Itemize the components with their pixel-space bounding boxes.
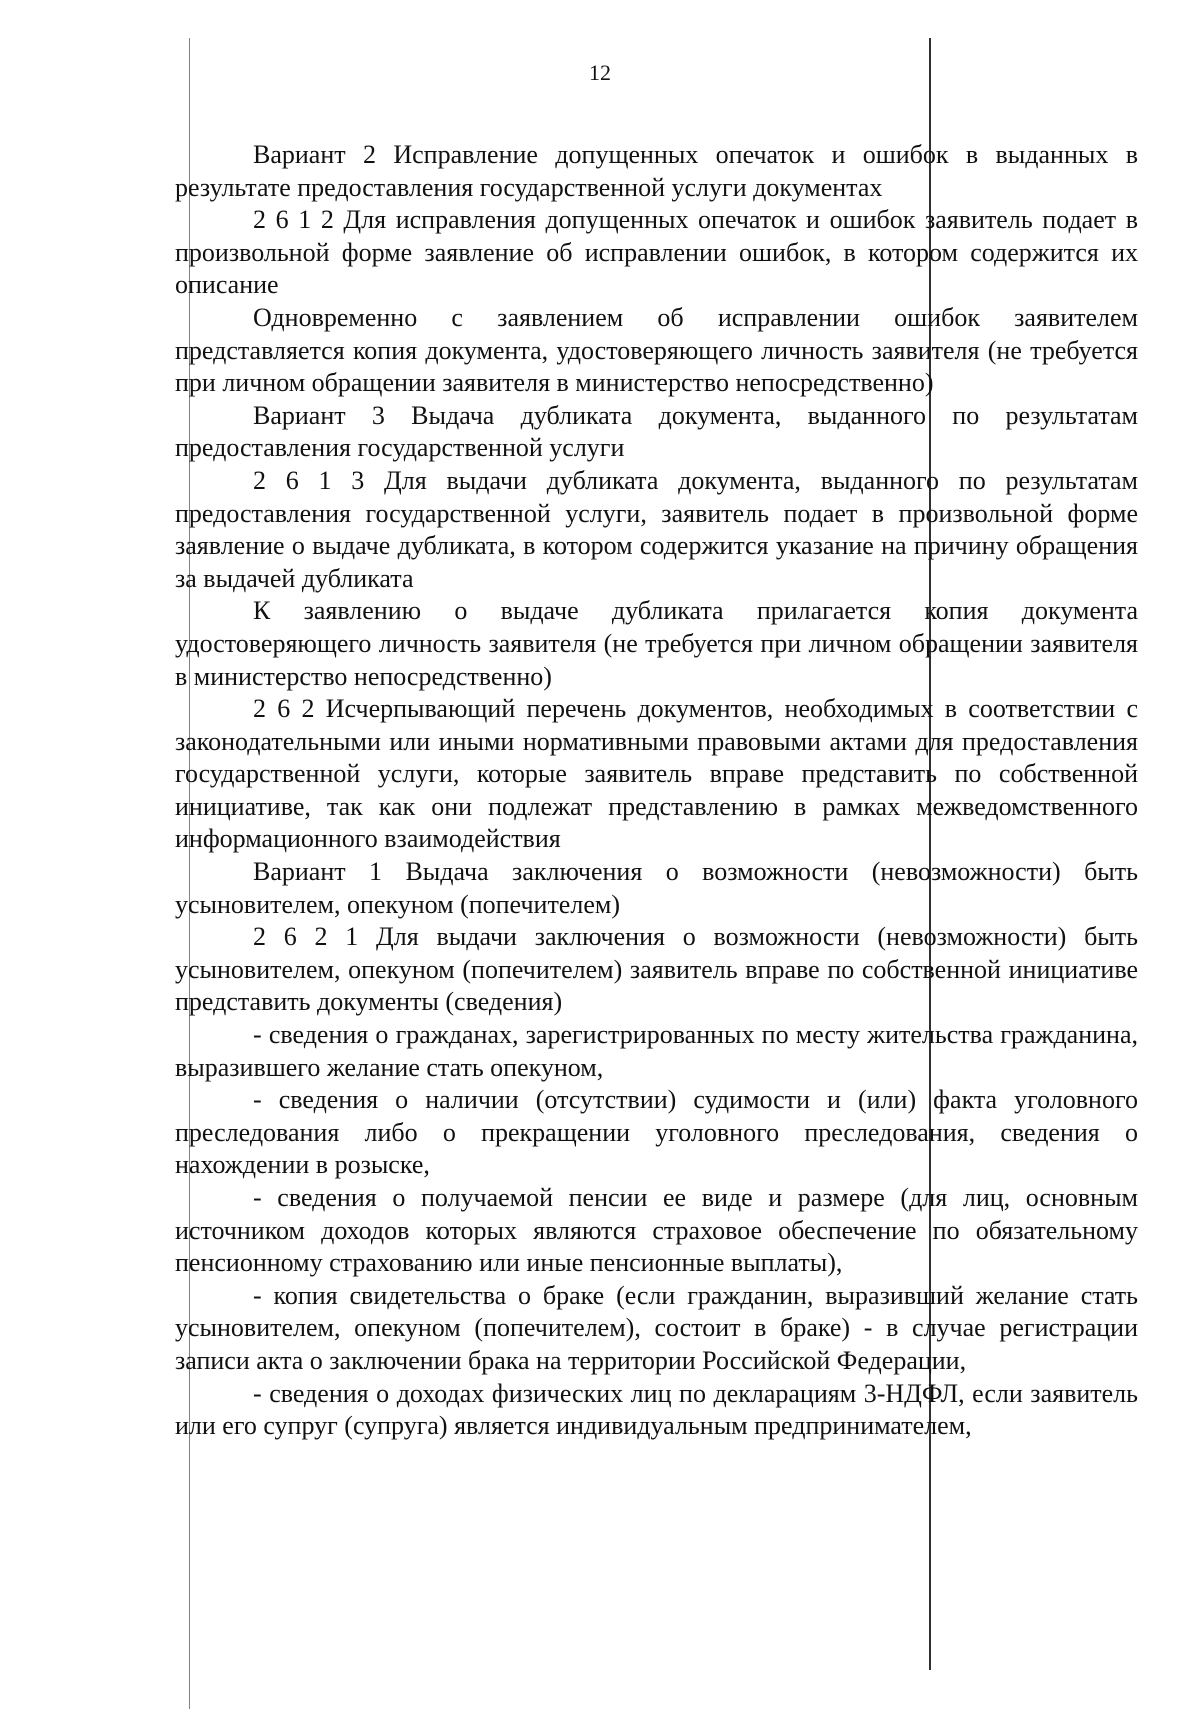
paragraph-2613: 2 6 1 3 Для выдачи дубликата документа, выданного по результатам предоставления государственной услуги, заявитель подает в произвольной форме заявление о выдаче дубликата, в котором содержится указание на причину обращения за выдачей дубликата — [175, 465, 1138, 593]
paragraph-simultaneous-copy: Одновременно с заявлением об исправлении ошибок заявителем представляется копия документа, удостоверяющего личность заявителя (не требуется при личном обращении заявителя в министерство непосредственно) — [175, 302, 1138, 398]
paragraph-duplicate-attachment: К заявлению о выдаче дубликата прилагается копия документа удостоверяющего личность заявителя (не требуется при личном обращении заявителя в министерство непосредственно) — [175, 596, 1138, 691]
list-item-income-declaration: - сведения о доходах физических лиц по декларациям 3-НДФЛ, если заявитель или его супруг (супруга) является индивидуальным предпринимателем, — [175, 1378, 1138, 1441]
list-item-marriage-certificate: - копия свидетельства о браке (если гражданин, выразивший желание стать усыновителем, опекуном (попечителем), состоит в браке) - в случае регистрации записи акта о заключении брака на территории Российской Федерации, — [175, 1280, 1138, 1375]
list-item-criminal-record-info: - сведения о наличии (отсутствии) судимости и (или) факта уголовного преследования либо о прекращении уголовного преследования, сведения о нахождении в розыске, — [175, 1085, 1138, 1180]
paragraph-262: 2 6 2 Исчерпывающий перечень документов, необходимых в соответствии с законодательными или иными нормативными правовыми актами для предоставления государственной услуги, которые заявитель вправе представить по собственной инициативе, так как они подлежат представлению в рамках межведомственного информационного взаимодействия — [175, 694, 1138, 854]
list-item-residents-info: - сведения о гражданах, зарегистрированных по месту жительства гражданина, выразившего желание стать опекуном, — [175, 1020, 1138, 1082]
document-body — [175, 139, 1138, 1443]
heading-variant-2: Вариант 2 Исправление допущенных опечаток и ошибок в выданных в результате предоставления государственной услуги документах — [175, 140, 1138, 202]
heading-variant-3: Вариант 3 Выдача дубликата документа, выданного по результатам предоставления государственной услуги — [175, 400, 1138, 463]
page-number: 12 — [589, 60, 611, 85]
paragraph-2612: 2 6 1 2 Для исправления допущенных опечаток и ошибок заявитель подает в произвольной форме заявление об исправлении ошибок, в котором содержится их описание — [175, 205, 1138, 300]
heading-variant-1: Вариант 1 Выдача заключения о возможности (невозможности) быть усыновителем, опекуном (попечителем) — [175, 857, 1138, 919]
paragraph-2621: 2 6 2 1 Для выдачи заключения о возможности (невозможности) быть усыновителем, опекуном (попечителем) заявитель вправе по собственной инициативе представить документы (сведения) — [175, 922, 1138, 1017]
list-item-pension-info: - сведения о получаемой пенсии ее виде и размере (для лиц, основным источником доходов которых являются страховое обеспечение по обязательному пенсионному страхованию или иные пенсионные выплаты), — [175, 1183, 1138, 1278]
